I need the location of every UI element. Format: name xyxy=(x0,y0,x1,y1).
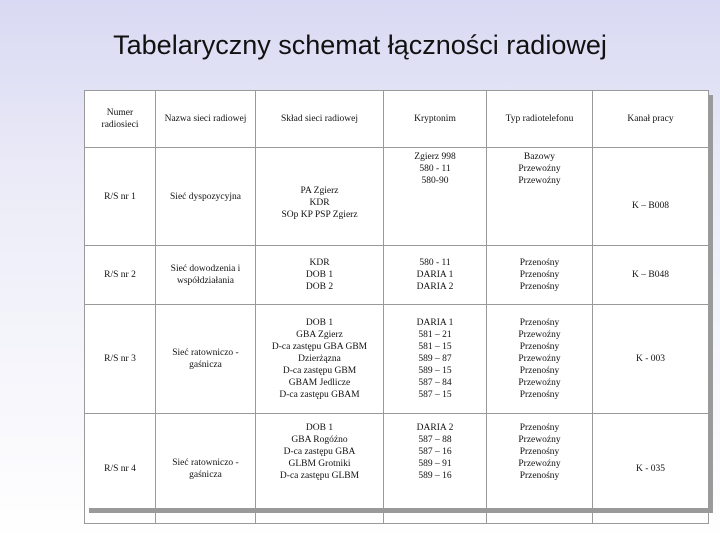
cell-crypt xyxy=(384,305,487,414)
line: Przenośny xyxy=(519,342,560,352)
line: Przewoźny xyxy=(518,378,561,388)
line: 580 - 11 xyxy=(419,258,451,268)
cell-crypt xyxy=(384,246,487,305)
line: GBAM Jedlicze xyxy=(288,378,351,388)
cell-type xyxy=(487,305,593,414)
cell-type xyxy=(487,414,593,524)
cell-channel: K - 035 xyxy=(593,414,709,524)
line: DARIA 2 xyxy=(416,423,454,433)
cell-number: R/S nr 4 xyxy=(85,414,156,524)
header-number: Numer radiosieci xyxy=(85,91,156,148)
line: D-ca zastępu GBM xyxy=(282,366,357,376)
line: DARIA 2 xyxy=(416,282,454,292)
line: 589 – 91 xyxy=(418,459,452,469)
line: 581 – 21 xyxy=(418,330,452,340)
line: 580-90 xyxy=(421,176,449,186)
line: 587 – 16 xyxy=(418,447,452,457)
line: Przenośny xyxy=(519,258,560,268)
header-name: Nazwa sieci radiowej xyxy=(156,91,256,148)
line: Przenośny xyxy=(519,447,560,457)
line: D-ca zastępu GBA xyxy=(283,447,356,457)
line: Przenośny xyxy=(519,423,560,433)
line: Przewoźny xyxy=(518,354,561,364)
line: Bazowy xyxy=(523,152,556,162)
line: DARIA 1 xyxy=(416,270,454,280)
radio-schema-table-container xyxy=(84,90,708,508)
line: D-ca zastępu GBA GBM xyxy=(271,342,368,352)
line: Zgierz 998 xyxy=(414,152,456,162)
line: Przenośny xyxy=(519,318,560,328)
line: 587 – 84 xyxy=(418,378,452,388)
cell-number: R/S nr 2 xyxy=(85,246,156,305)
header-crypt: Kryptonim xyxy=(384,91,487,148)
page-title: Tabelaryczny schemat łączności radiowej xyxy=(113,30,607,60)
cell-composition xyxy=(256,148,384,246)
line: DARIA 1 xyxy=(416,318,454,328)
cell-crypt xyxy=(384,148,487,246)
cell-composition xyxy=(256,414,384,524)
cell-name: Sieć dyspozycyjna xyxy=(156,148,256,246)
line: 589 – 16 xyxy=(418,471,452,481)
line: GBA Zgierz xyxy=(296,330,343,340)
line: DOB 1 xyxy=(305,423,334,433)
cell-composition xyxy=(256,305,384,414)
line: 589 – 87 xyxy=(418,354,452,364)
cell-number: R/S nr 3 xyxy=(85,305,156,414)
cell-channel: K - 003 xyxy=(593,305,709,414)
cell-name: Sieć ratowniczo - gaśnicza xyxy=(156,305,256,414)
cell-type xyxy=(487,246,593,305)
line: PA Zgierz xyxy=(300,186,339,196)
line: KDR xyxy=(309,258,330,268)
line: Przewoźny xyxy=(518,459,561,469)
cell-crypt xyxy=(384,414,487,524)
cell-type xyxy=(487,148,593,246)
table-row xyxy=(85,305,709,414)
table-row xyxy=(85,246,709,305)
cell-composition xyxy=(256,246,384,305)
line: 580 - 11 xyxy=(419,164,451,174)
line: 587 – 15 xyxy=(418,390,452,400)
line: Przenośny xyxy=(519,471,560,481)
line: DOB 2 xyxy=(305,282,334,292)
line: KDR xyxy=(309,198,330,208)
line: 581 – 15 xyxy=(418,342,452,352)
line: Przewoźny xyxy=(518,435,561,445)
line: Przewoźny xyxy=(518,330,561,340)
radio-schema-table xyxy=(84,90,709,524)
cell-channel: K – B008 xyxy=(593,148,709,246)
cell-name: Sieć dowodzenia i współdziałania xyxy=(156,246,256,305)
table-row xyxy=(85,414,709,524)
line: Przenośny xyxy=(519,390,560,400)
table-row xyxy=(85,148,709,246)
line: GLBM Grotniki xyxy=(288,459,351,469)
line: Przenośny xyxy=(519,270,560,280)
line: DOB 1 xyxy=(305,270,334,280)
line: DOB 1 xyxy=(305,318,334,328)
cell-channel: K – B048 xyxy=(593,246,709,305)
line: Przewoźny xyxy=(518,176,561,186)
line: 589 – 15 xyxy=(418,366,452,376)
line: Przewoźny xyxy=(518,164,561,174)
line: D-ca zastępu GLBM xyxy=(279,471,360,481)
header-row xyxy=(85,91,709,148)
header-type: Typ radiotelefonu xyxy=(487,91,593,148)
line: SOp KP PSP Zgierz xyxy=(281,210,358,220)
cell-name: Sieć ratowniczo - gaśnicza xyxy=(156,414,256,524)
line: D-ca zastępu GBAM xyxy=(279,390,360,400)
line: GBA Rogóźno xyxy=(291,435,348,445)
header-composition: Skład sieci radiowej xyxy=(256,91,384,148)
line: 587 – 88 xyxy=(418,435,452,445)
cell-number: R/S nr 1 xyxy=(85,148,156,246)
line: Przenośny xyxy=(519,366,560,376)
header-channel: Kanał pracy xyxy=(593,91,709,148)
line: Przenośny xyxy=(519,282,560,292)
line: Dzierżązna xyxy=(298,354,341,364)
